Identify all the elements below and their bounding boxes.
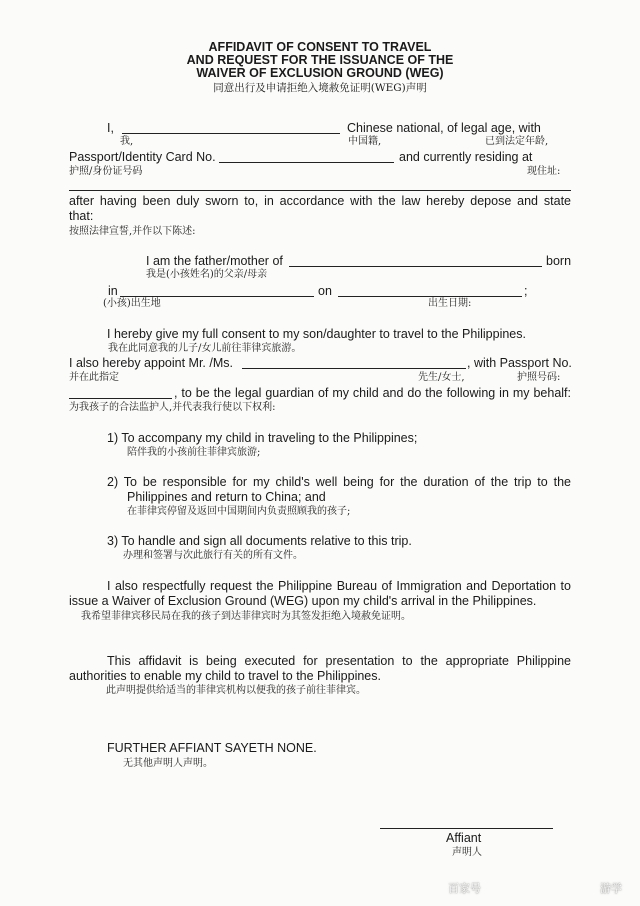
parent-label: I am the father/mother of bbox=[146, 254, 283, 268]
guardian-passport-line[interactable] bbox=[69, 398, 172, 399]
title-chinese: 同意出行及申请拒绝入境赦免证明(WEG)声明 bbox=[213, 82, 427, 94]
item-2-zh: 在菲律宾停留及返回中国期间内负责照顾我的孩子; bbox=[127, 506, 351, 517]
purpose-zh: 此声明提供给适当的菲律宾机构以便我的孩子前往菲律宾。 bbox=[106, 685, 366, 696]
zh-passport-no: 护照号码: bbox=[517, 372, 561, 383]
purpose-line-1: This affidavit is being executed for presentation to the appropriate Philippine bbox=[107, 654, 571, 668]
zh-consent: 我在此同意我的儿子/女儿前往菲律宾旅游。 bbox=[108, 343, 302, 354]
zh-age: 已到法定年龄, bbox=[485, 136, 549, 147]
child-name-line[interactable] bbox=[289, 266, 542, 267]
affiant-zh: 声明人 bbox=[452, 847, 482, 858]
title-line-3: WAIVER OF EXCLUSION GROUND (WEG) bbox=[196, 66, 444, 80]
passport-number-line[interactable] bbox=[219, 162, 394, 163]
address-line[interactable] bbox=[69, 190, 571, 191]
watermark-right: 游学 bbox=[600, 882, 622, 895]
birthplace-line[interactable] bbox=[120, 296, 314, 297]
further-affiant: FURTHER AFFIANT SAYETH NONE. bbox=[107, 741, 317, 755]
on-text: on bbox=[318, 284, 332, 298]
affiant-label: Affiant bbox=[446, 831, 482, 845]
zh-parent: 我是(小孩姓名)的父亲/母亲 bbox=[146, 269, 268, 280]
with-passport-text: , with Passport No. bbox=[467, 356, 572, 370]
watermark-left: 百家号 bbox=[448, 882, 481, 895]
zh-mr: 先生/女士, bbox=[418, 372, 465, 383]
zh-appoint: 并在此指定 bbox=[69, 372, 119, 383]
zh-birthplace: (小孩)出生地 bbox=[103, 298, 161, 309]
i-label: I, bbox=[107, 121, 114, 135]
in-text: in bbox=[108, 284, 118, 298]
zh-address: 现住址: bbox=[527, 166, 561, 177]
guardian-name-line[interactable] bbox=[242, 368, 466, 369]
zh-birthdate: 出生日期: bbox=[428, 298, 472, 309]
zh-passport: 护照/身份证号码 bbox=[69, 166, 143, 177]
semicolon: ; bbox=[524, 284, 528, 298]
applicant-name-line[interactable] bbox=[122, 133, 340, 134]
item-2-line-1: 2) To be responsible for my child's well being for the duration of the trip to the bbox=[107, 475, 571, 489]
item-1: 1) To accompany my child in traveling to the Philippines; bbox=[107, 431, 418, 445]
title-line-2: AND REQUEST FOR THE ISSUANCE OF THE bbox=[186, 53, 454, 67]
nationality-text: Chinese national, of legal age, with bbox=[347, 121, 541, 135]
born-text: born bbox=[546, 254, 572, 268]
consent-text: I hereby give my full consent to my son/daughter to travel to the Philippines. bbox=[107, 327, 526, 341]
zh-guardian: 为我孩子的合法监护人,并代表我行使以下权利: bbox=[69, 402, 276, 413]
appoint-text: I also hereby appoint Mr. /Ms. bbox=[69, 356, 233, 370]
signature-line[interactable] bbox=[380, 828, 553, 829]
further-zh: 无其他声明人声明。 bbox=[123, 758, 213, 769]
sworn-text: after having been duly sworn to, in accordance with the law hereby depose and state bbox=[69, 194, 571, 208]
zh-nationality: 中国籍, bbox=[348, 136, 382, 147]
request-line-2: issue a Waiver of Exclusion Ground (WEG) upon my child's arrival in the Philippines. bbox=[69, 594, 537, 608]
residing-text: and currently residing at bbox=[399, 150, 533, 164]
guardian-text: , to be the legal guardian of my child and do the following in my behalf: bbox=[174, 386, 571, 400]
title-line-1: AFFIDAVIT OF CONSENT TO TRAVEL bbox=[208, 40, 432, 54]
request-line-1: I also respectfully request the Philippine Bureau of Immigration and Deportation to bbox=[107, 579, 571, 593]
request-zh: 我希望菲律宾移民局在我的孩子到达菲律宾时为其签发拒绝入境赦免证明。 bbox=[81, 611, 411, 622]
zh-i: 我, bbox=[120, 136, 134, 147]
item-3-zh: 办理和签署与次此旅行有关的所有文件。 bbox=[123, 550, 303, 561]
purpose-line-2: authorities to enable my child to travel to the Philippines. bbox=[69, 669, 381, 683]
zh-sworn: 按照法律宣誓,并作以下陈述: bbox=[69, 226, 196, 237]
item-3: 3) To handle and sign all documents relative to this trip. bbox=[107, 534, 412, 548]
that-text: that: bbox=[69, 209, 94, 223]
item-2-line-2: Philippines and return to China; and bbox=[127, 490, 326, 504]
birthdate-line[interactable] bbox=[338, 296, 522, 297]
item-1-zh: 陪伴我的小孩前往菲律宾旅游; bbox=[127, 447, 261, 458]
passport-label: Passport/Identity Card No. bbox=[69, 150, 216, 164]
